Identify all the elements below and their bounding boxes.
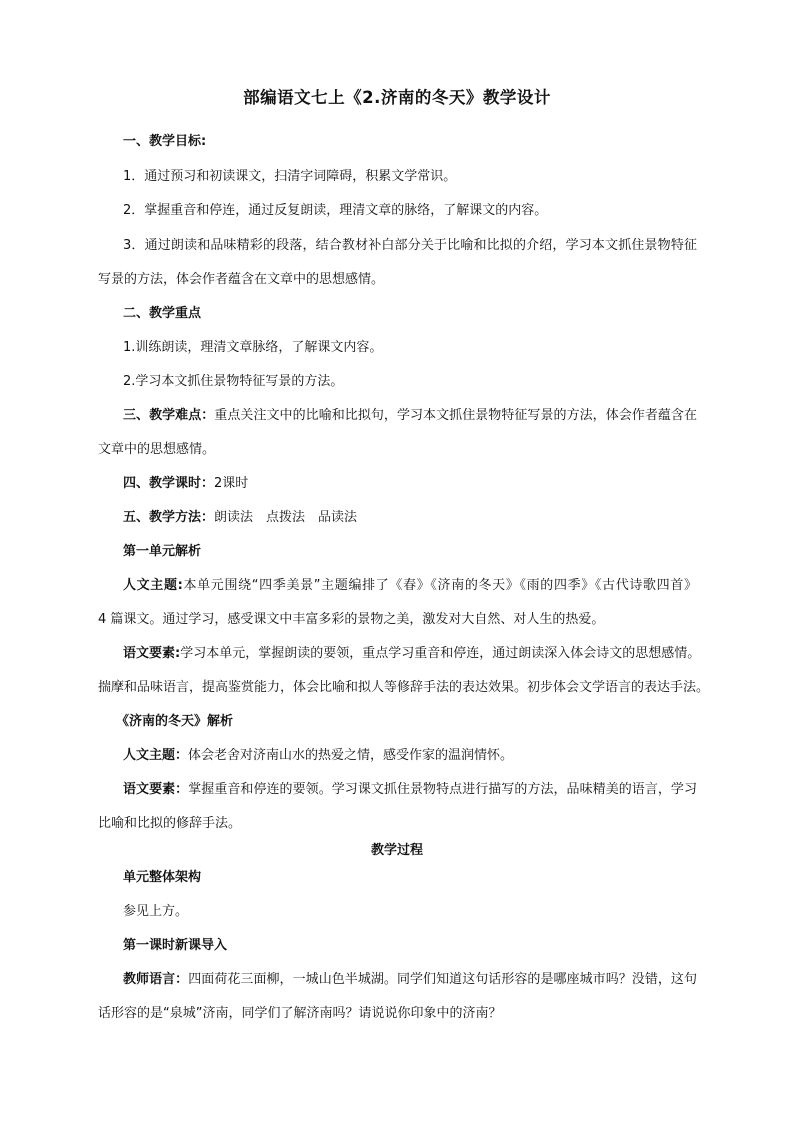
text-language-line-1 xyxy=(123,781,697,799)
text-language-label: 语文要素： xyxy=(123,782,189,797)
unit-framework-heading: 单元整体架构 xyxy=(123,870,202,885)
teacher-line-2: 话形容的是“泉城”济南，同学们了解济南吗？请说说你印象中的济南？ xyxy=(98,1006,502,1021)
unit-language-line-2: 揣摩和品味语言，提高鉴赏能力，体会比喻和拟人等修辞手法的表达效果。初步体会文学语言的表达手法。 xyxy=(98,680,710,695)
objective-item-3-line-2: 写景的方法，体会作者蕴含在文章中的思想感情。 xyxy=(98,272,385,287)
methods-line xyxy=(123,509,697,527)
text-humanity-label: 人文主题： xyxy=(123,748,189,763)
unit-language-line-1 xyxy=(123,645,701,663)
unit-humanity-line-1 xyxy=(123,577,697,595)
unit-language-label: 语文要素: xyxy=(123,646,181,661)
unit-humanity-line-2: 4 篇课文。通过学习，感受课文中丰富多彩的景物之美，激发对大自然、对人生的热爱。 xyxy=(98,612,605,627)
teacher-text-1: 四面荷花三面柳，一城山色半城湖。同学们知道这句话形容的是哪座城市吗？没错，这句 xyxy=(188,972,697,987)
see-above-text: 参见上方。 xyxy=(123,904,189,919)
text-analysis-heading: 《济南的冬天》解析 xyxy=(116,714,234,729)
hours-value: 2课时 xyxy=(214,476,249,491)
unit-language-text-1: 学习本单元，掌握朗读的要领，重点学习重音和停连，通过朗读深入体会诗文的思想感情。 xyxy=(180,646,701,661)
hours-label: 四、教学课时： xyxy=(123,476,215,491)
teacher-label: 教师语言： xyxy=(123,972,189,987)
methods-label: 五、教学方法： xyxy=(123,510,215,525)
key-points-heading: 二、教学重点 xyxy=(123,306,202,321)
objective-item-3-line-1: 3．通过朗读和品味精彩的段落，结合教材补白部分关于比喻和比拟的介绍，学习本文抓住景物特征 xyxy=(123,238,697,253)
text-humanity-text: 体会老舍对济南山水的热爱之情，感受作家的温润情怀。 xyxy=(188,748,514,763)
hours-line xyxy=(123,475,697,493)
unit-humanity-label: 人文主题: xyxy=(123,578,183,593)
unit-analysis-heading: 第一单元解析 xyxy=(123,544,202,559)
key-point-item-2: 2.学习本文抓住景物特征写景的方法。 xyxy=(123,374,344,389)
key-point-item-1: 1.训练朗读，理清文章脉络，了解课文内容。 xyxy=(123,340,383,355)
unit-humanity-text-1: 本单元围绕“四季美景”主题编排了《春》《济南的冬天》《雨的四季》《古代诗歌四首》 xyxy=(182,578,697,593)
difficulty-line-1 xyxy=(123,407,697,425)
text-language-line-2: 比喻和比拟的修辞手法。 xyxy=(98,816,242,831)
text-language-text-1: 掌握重音和停连的要领。学习课文抓住景物特点进行描写的方法，品味精美的语言，学习 xyxy=(188,782,697,797)
methods-value: 朗读法 点拨法 品读法 xyxy=(214,510,358,525)
process-heading: 教学过程 xyxy=(370,843,423,858)
difficulty-line-2: 文章中的思想感情。 xyxy=(98,442,216,457)
difficulty-label: 三、教学难点： xyxy=(123,408,215,423)
difficulty-text-1: 重点关注文中的比喻和比拟句，学习本文抓住景物特征写景的方法，体会作者蕴含在 xyxy=(214,408,697,423)
objectives-heading: 一、教学目标: xyxy=(123,134,207,149)
text-humanity-line xyxy=(123,747,697,765)
objective-item-1: 1．通过预习和初读课文，扫清字词障碍，积累文学常识。 xyxy=(123,169,457,184)
lesson-1-heading: 第一课时新课导入 xyxy=(123,938,228,953)
teacher-line-1 xyxy=(123,971,697,989)
document-title: 部编语文七上《2.济南的冬天》教学设计 xyxy=(243,88,551,107)
objective-item-2: 2．掌握重音和停连，通过反复朗读，理清文章的脉络，了解课文的内容。 xyxy=(123,203,548,218)
